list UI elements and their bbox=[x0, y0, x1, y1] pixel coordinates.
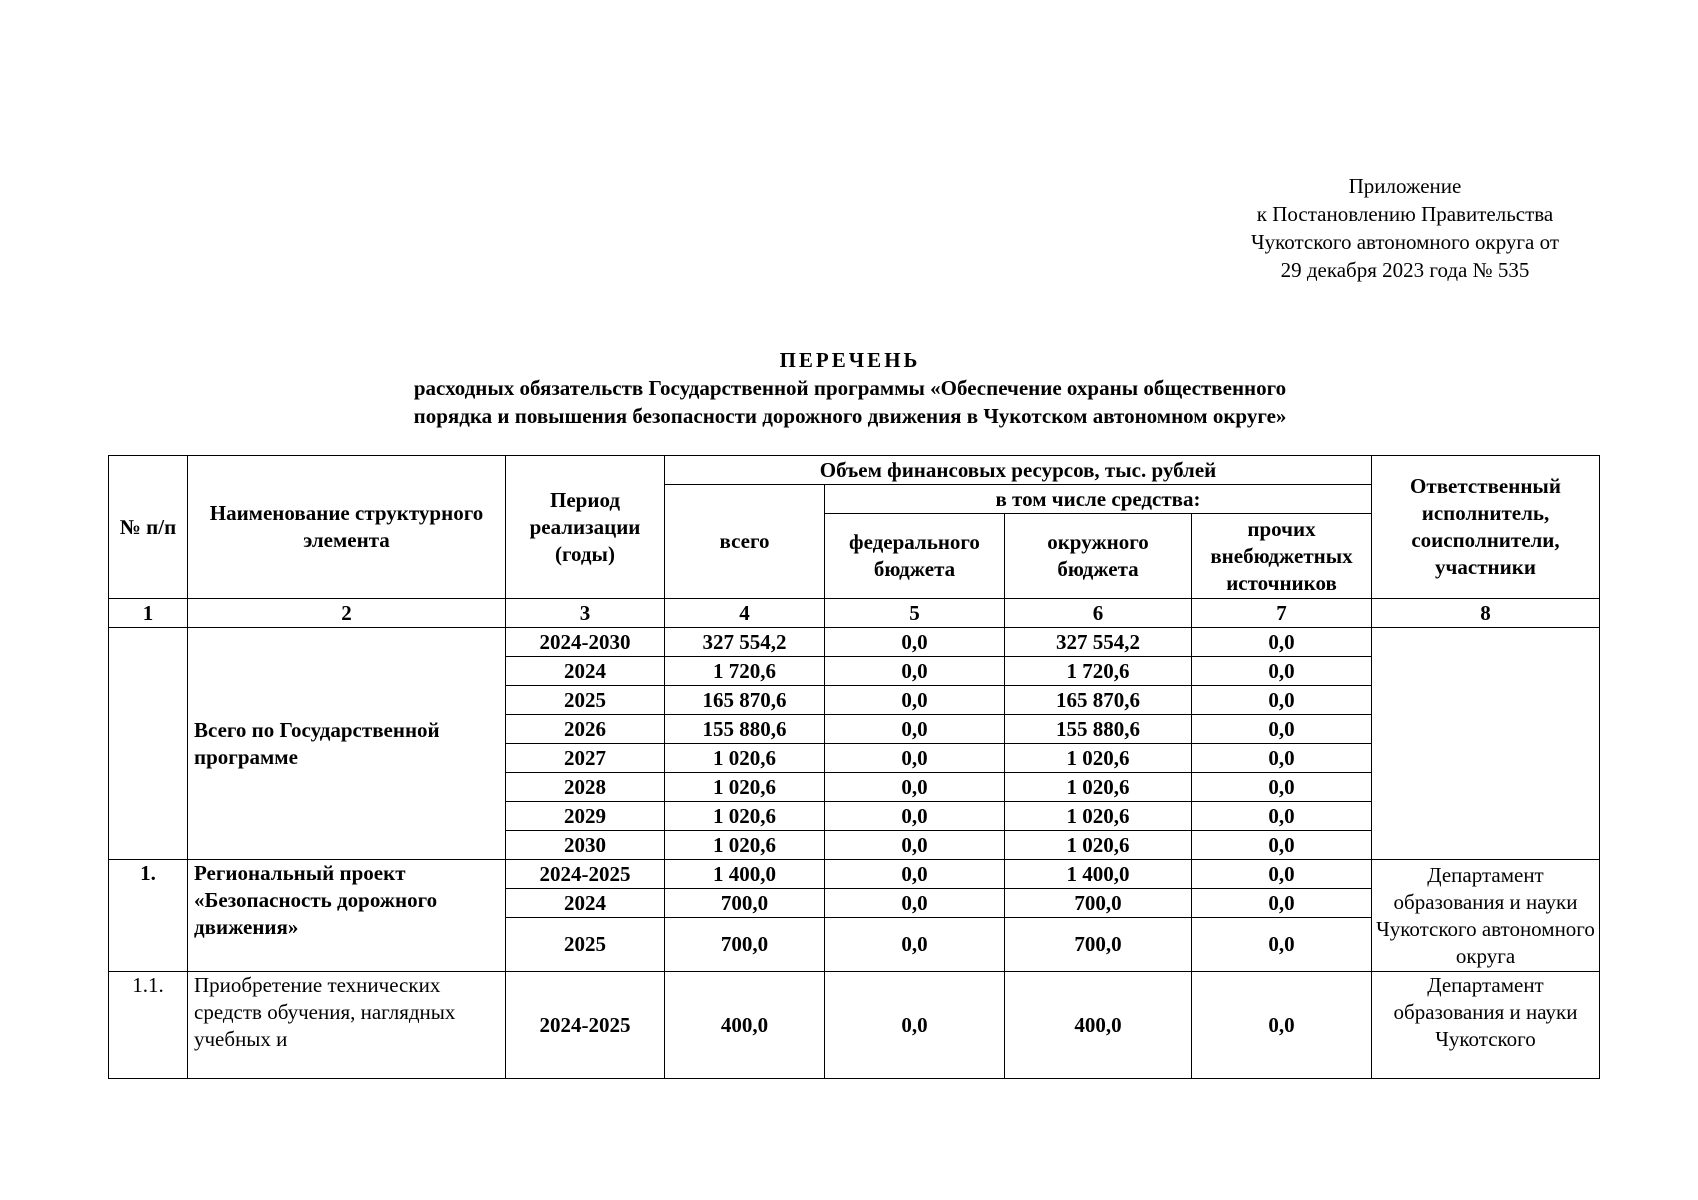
total-cell: 155 880,6 bbox=[665, 715, 825, 744]
district-cell: 1 020,6 bbox=[1005, 831, 1192, 860]
federal-cell: 0,0 bbox=[825, 686, 1005, 715]
col-number: 1 bbox=[109, 599, 188, 628]
other-cell: 0,0 bbox=[1192, 628, 1372, 657]
other-cell: 0,0 bbox=[1192, 715, 1372, 744]
other-cell: 0,0 bbox=[1192, 860, 1372, 889]
period-cell: 2024 bbox=[506, 657, 665, 686]
other-cell: 0,0 bbox=[1192, 831, 1372, 860]
total-cell: 700,0 bbox=[665, 889, 825, 918]
appendix-line: 29 декабря 2023 года № 535 bbox=[1280, 258, 1530, 282]
federal-cell: 0,0 bbox=[825, 657, 1005, 686]
other-cell: 0,0 bbox=[1192, 889, 1372, 918]
federal-cell: 0,0 bbox=[825, 744, 1005, 773]
federal-cell: 0,0 bbox=[825, 972, 1005, 1079]
title-line: расходных обязательств Государственной программы «Обеспечение охраны общественного bbox=[413, 376, 1287, 400]
header-period: Период реализации (годы) bbox=[506, 456, 665, 599]
col-number: 5 bbox=[825, 599, 1005, 628]
total-name: Всего по Государственной программе bbox=[188, 628, 506, 860]
federal-cell: 0,0 bbox=[825, 831, 1005, 860]
total-cell: 1 720,6 bbox=[665, 657, 825, 686]
col-number: 8 bbox=[1372, 599, 1600, 628]
header-federal: федерального бюджета bbox=[825, 514, 1005, 599]
period-cell: 2027 bbox=[506, 744, 665, 773]
district-cell: 1 020,6 bbox=[1005, 773, 1192, 802]
appendix-line: Чукотского автономного округа от bbox=[1250, 230, 1560, 254]
federal-cell: 0,0 bbox=[825, 860, 1005, 889]
header-name: Наименование структурного элемента bbox=[188, 456, 506, 599]
other-cell: 0,0 bbox=[1192, 802, 1372, 831]
district-cell: 1 400,0 bbox=[1005, 860, 1192, 889]
header-row bbox=[109, 456, 1600, 485]
district-cell: 700,0 bbox=[1005, 889, 1192, 918]
period-cell: 2024-2025 bbox=[506, 972, 665, 1079]
period-cell: 2030 bbox=[506, 831, 665, 860]
expenditure-table bbox=[108, 455, 1600, 1079]
period-cell: 2029 bbox=[506, 802, 665, 831]
period-cell: 2028 bbox=[506, 773, 665, 802]
total-responsible-cell bbox=[1372, 628, 1600, 860]
total-cell: 1 020,6 bbox=[665, 802, 825, 831]
federal-cell: 0,0 bbox=[825, 918, 1005, 972]
table-row bbox=[109, 972, 1600, 1079]
subsection-num: 1.1. bbox=[109, 972, 188, 1079]
total-cell: 1 020,6 bbox=[665, 773, 825, 802]
district-cell: 155 880,6 bbox=[1005, 715, 1192, 744]
table-row bbox=[109, 628, 1600, 657]
subsection-name: Приобретение технических средств обучения, наглядных учебных и bbox=[188, 972, 506, 1079]
total-cell: 1 400,0 bbox=[665, 860, 825, 889]
title-line: порядка и повышения безопасности дорожного движения в Чукотском автономном округе» bbox=[413, 404, 1287, 428]
other-cell: 0,0 bbox=[1192, 686, 1372, 715]
document-title bbox=[250, 346, 1450, 430]
col-number: 7 bbox=[1192, 599, 1372, 628]
responsible-cell: Департамент образования и науки Чукотского автономного округа bbox=[1372, 860, 1600, 972]
district-cell: 1 720,6 bbox=[1005, 657, 1192, 686]
district-cell: 327 554,2 bbox=[1005, 628, 1192, 657]
total-cell: 165 870,6 bbox=[665, 686, 825, 715]
federal-cell: 0,0 bbox=[825, 889, 1005, 918]
total-cell: 327 554,2 bbox=[665, 628, 825, 657]
period-cell: 2024 bbox=[506, 889, 665, 918]
federal-cell: 0,0 bbox=[825, 802, 1005, 831]
column-numbers-row bbox=[109, 599, 1600, 628]
col-number: 6 bbox=[1005, 599, 1192, 628]
col-number: 4 bbox=[665, 599, 825, 628]
appendix-line: Приложение bbox=[1348, 174, 1462, 198]
other-cell: 0,0 bbox=[1192, 918, 1372, 972]
header-district: окружного бюджета bbox=[1005, 514, 1192, 599]
table-row bbox=[109, 860, 1600, 889]
total-cell: 700,0 bbox=[665, 918, 825, 972]
appendix-line: к Постановлению Правительства bbox=[1256, 202, 1554, 226]
appendix-note bbox=[1210, 172, 1600, 284]
federal-cell: 0,0 bbox=[825, 715, 1005, 744]
total-num-cell bbox=[109, 628, 188, 860]
col-number: 3 bbox=[506, 599, 665, 628]
total-cell: 1 020,6 bbox=[665, 831, 825, 860]
district-cell: 165 870,6 bbox=[1005, 686, 1192, 715]
header-including: в том числе средства: bbox=[825, 485, 1372, 514]
header-other: прочих внебюджетных источников bbox=[1192, 514, 1372, 599]
period-cell: 2025 bbox=[506, 918, 665, 972]
district-cell: 700,0 bbox=[1005, 918, 1192, 972]
other-cell: 0,0 bbox=[1192, 744, 1372, 773]
header-total: всего bbox=[665, 485, 825, 599]
section-name: Региональный проект «Безопасность дорожного движения» bbox=[188, 860, 506, 972]
header-volume: Объем финансовых ресурсов, тыс. рублей bbox=[665, 456, 1372, 485]
header-num: № п/п bbox=[109, 456, 188, 599]
federal-cell: 0,0 bbox=[825, 628, 1005, 657]
period-cell: 2025 bbox=[506, 686, 665, 715]
other-cell: 0,0 bbox=[1192, 657, 1372, 686]
col-number: 2 bbox=[188, 599, 506, 628]
period-cell: 2024-2030 bbox=[506, 628, 665, 657]
responsible-cell: Департамент образования и науки Чукотского bbox=[1372, 972, 1600, 1079]
district-cell: 1 020,6 bbox=[1005, 802, 1192, 831]
total-cell: 400,0 bbox=[665, 972, 825, 1079]
total-cell: 1 020,6 bbox=[665, 744, 825, 773]
other-cell: 0,0 bbox=[1192, 773, 1372, 802]
header-responsible: Ответственный исполнитель, соисполнители, участники bbox=[1372, 456, 1600, 599]
section-num: 1. bbox=[109, 860, 188, 972]
title-main: ПЕРЕЧЕНЬ bbox=[779, 348, 921, 372]
district-cell: 1 020,6 bbox=[1005, 744, 1192, 773]
federal-cell: 0,0 bbox=[825, 773, 1005, 802]
district-cell: 400,0 bbox=[1005, 972, 1192, 1079]
other-cell: 0,0 bbox=[1192, 972, 1372, 1079]
period-cell: 2024-2025 bbox=[506, 860, 665, 889]
period-cell: 2026 bbox=[506, 715, 665, 744]
